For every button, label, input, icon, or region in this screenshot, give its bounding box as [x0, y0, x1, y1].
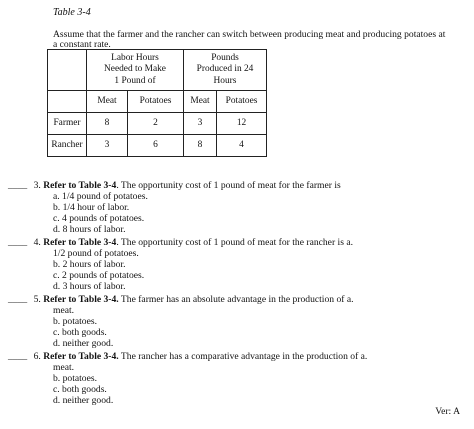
cell: 8: [87, 113, 128, 135]
question-3: [8, 180, 341, 191]
row-label-farmer: Farmer: [48, 113, 87, 135]
option: d. 3 hours of labor.: [53, 281, 126, 292]
question-4: [8, 237, 353, 248]
question-number: 3.: [33, 180, 41, 191]
option: b. 2 hours of labor.: [53, 259, 126, 270]
question-number: 6.: [33, 351, 41, 362]
header-pounds-line3: Hours: [213, 75, 237, 86]
answer-blank[interactable]: ____: [8, 237, 28, 248]
subheader-potatoes-2: Potatoes: [217, 91, 267, 113]
option: b. potatoes.: [53, 373, 97, 384]
subheader-meat-2: Meat: [184, 91, 217, 113]
cell: 3: [87, 135, 128, 157]
table-row: [48, 113, 267, 135]
table-title: Table 3-4: [53, 7, 91, 18]
question-number: 5.: [33, 294, 41, 305]
header-pounds-line1: Pounds: [211, 53, 239, 64]
option: c. 2 pounds of potatoes.: [53, 270, 145, 281]
question-6: [8, 351, 367, 362]
table-row: [48, 135, 267, 157]
answer-blank[interactable]: ____: [8, 180, 28, 191]
header-labor-line1: Labor Hours: [111, 53, 159, 64]
subheader-blank: [48, 91, 87, 113]
cell: 2: [128, 113, 184, 135]
option: meat.: [53, 305, 75, 316]
question-text: . The opportunity cost of 1 pound of meat for the rancher is a.: [116, 237, 353, 248]
cell: 6: [128, 135, 184, 157]
option: a. 1/4 pound of potatoes.: [53, 191, 148, 202]
subheader-meat-1: Meat: [87, 91, 128, 113]
option: d. neither good.: [53, 338, 114, 349]
answer-blank[interactable]: ____: [8, 351, 28, 362]
question-ref: Refer to Table 3-4.: [43, 294, 119, 305]
option: c. 4 pounds of potatoes.: [53, 213, 145, 224]
header-pounds-line2: Produced in 24: [196, 64, 254, 75]
cell: 8: [184, 135, 217, 157]
header-labor-line3: 1 Pound of: [114, 75, 156, 86]
table-corner: [48, 50, 87, 91]
option: d. neither good.: [53, 395, 114, 406]
question-5: [8, 294, 354, 305]
question-text: . The opportunity cost of 1 pound of meat for the farmer is: [116, 180, 341, 191]
version-label: Ver: A: [435, 406, 460, 417]
header-pounds-produced: [184, 50, 267, 91]
intro-line-2: a constant rate.: [53, 39, 111, 50]
header-labor-line2: Needed to Make: [104, 64, 166, 75]
intro-line-1: Assume that the farmer and the rancher can switch between producing meat and producing potatoes at: [53, 29, 446, 40]
production-table: [47, 49, 267, 157]
question-ref: Refer to Table 3-4: [43, 237, 117, 248]
question-ref: Refer to Table 3-4.: [43, 351, 119, 362]
option: 1/2 pound of potatoes.: [53, 248, 139, 259]
option: b. 1/4 hour of labor.: [53, 202, 130, 213]
cell: 3: [184, 113, 217, 135]
question-text: The rancher has a comparative advantage in the production of a.: [118, 351, 368, 362]
question-number: 4.: [33, 237, 41, 248]
question-ref: Refer to Table 3-4: [43, 180, 117, 191]
option: b. potatoes.: [53, 316, 97, 327]
cell: 4: [217, 135, 267, 157]
answer-blank[interactable]: ____: [8, 294, 28, 305]
option: d. 8 hours of labor.: [53, 224, 126, 235]
subheader-potatoes-1: Potatoes: [128, 91, 184, 113]
option: c. both goods.: [53, 384, 107, 395]
question-text: The farmer has an absolute advantage in the production of a.: [118, 294, 354, 305]
option: c. both goods.: [53, 327, 107, 338]
row-label-rancher: Rancher: [48, 135, 87, 157]
option: meat.: [53, 362, 75, 373]
header-labor-hours: [87, 50, 184, 91]
cell: 12: [217, 113, 267, 135]
